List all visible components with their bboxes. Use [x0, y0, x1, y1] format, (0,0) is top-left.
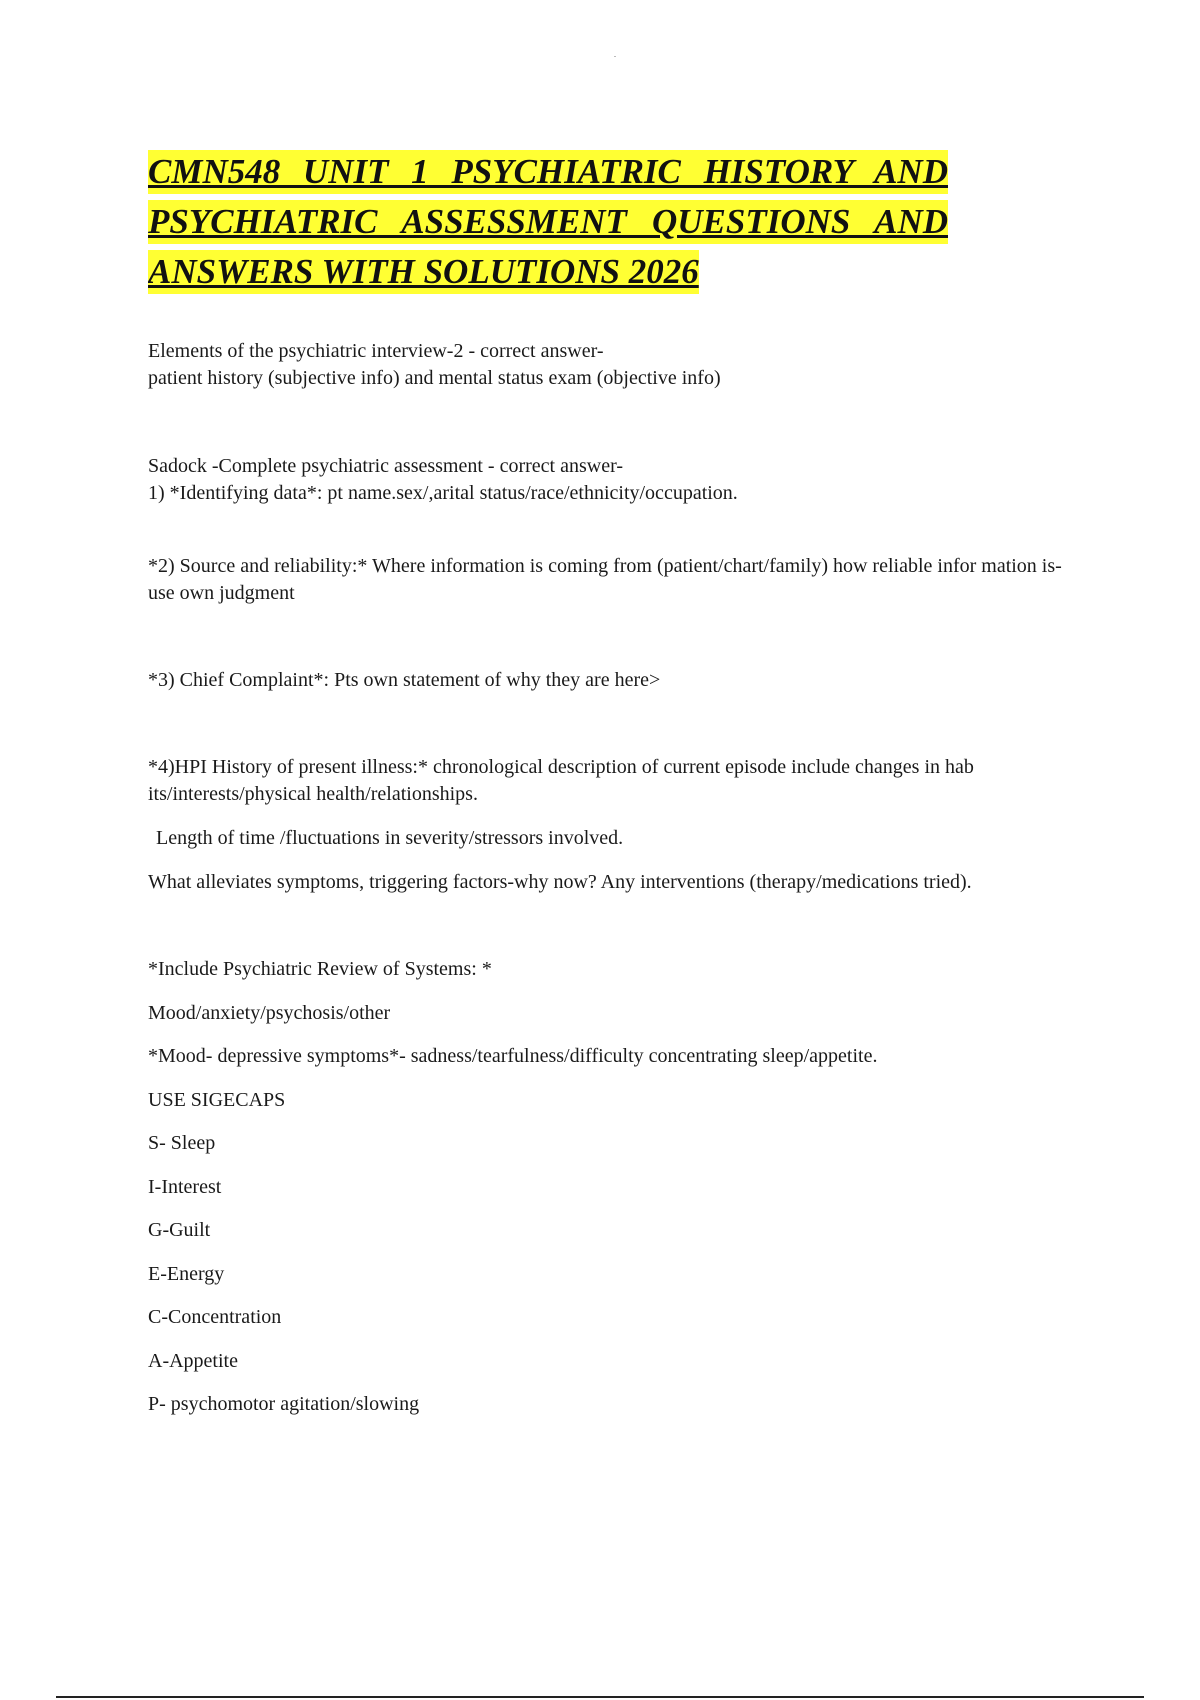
- answer-interview-elements: patient history (subjective info) and mental status exam (objective info): [148, 367, 721, 389]
- ros-mood: *Mood- depressive symptoms*- sadness/tearfulness/difficulty concentrating sleep/appetite.: [148, 1045, 878, 1067]
- title-line-1: CMN548 UNIT 1 PSYCHIATRIC HISTORY AND: [148, 150, 948, 194]
- ros-categories: Mood/anxiety/psychosis/other: [148, 1002, 391, 1024]
- title-line-3: ANSWERS WITH SOLUTIONS 2026: [148, 250, 699, 294]
- page-bottom-rule: [56, 1696, 1144, 1698]
- question-complete-assessment: Sadock -Complete psychiatric assessment - correct answer-: [148, 455, 623, 477]
- item-hpi: *4)HPI History of present illness:* chronological description of current episode include changes in hab its/interests/physical health/relationships.: [148, 756, 974, 805]
- item-identifying-data: 1) *Identifying data*: pt name.sex/,arital status/race/ethnicity/occupation.: [148, 482, 738, 504]
- sigecaps-heading: USE SIGECAPS: [148, 1089, 286, 1111]
- sigecaps-item: G-Guilt: [148, 1219, 211, 1241]
- item-hpi-alleviates: What alleviates symptoms, triggering factors-why now? Any interventions (therapy/medications tried).: [148, 871, 972, 893]
- document-title: [148, 150, 958, 300]
- sigecaps-item: I-Interest: [148, 1176, 222, 1198]
- sigecaps-item: P- psychomotor agitation/slowing: [148, 1393, 420, 1415]
- sigecaps-item: A-Appetite: [148, 1350, 238, 1372]
- ros-heading: *Include Psychiatric Review of Systems: *: [148, 958, 492, 980]
- item-hpi-length: Length of time /fluctuations in severity/stressors involved.: [156, 827, 624, 849]
- sigecaps-item: E-Energy: [148, 1263, 225, 1285]
- title-line-2: PSYCHIATRIC ASSESSMENT QUESTIONS AND: [148, 200, 948, 244]
- scan-speck: [614, 56, 616, 57]
- item-source-reliability: *2) Source and reliability:* Where information is coming from (patient/chart/family) how reliable infor mation is- use own judgment: [148, 555, 1062, 604]
- sigecaps-item: C-Concentration: [148, 1306, 282, 1328]
- sigecaps-item: S- Sleep: [148, 1132, 216, 1154]
- item-chief-complaint: *3) Chief Complaint*: Pts own statement of why they are here>: [148, 669, 661, 691]
- question-interview-elements: Elements of the psychiatric interview-2 - correct answer-: [148, 340, 604, 362]
